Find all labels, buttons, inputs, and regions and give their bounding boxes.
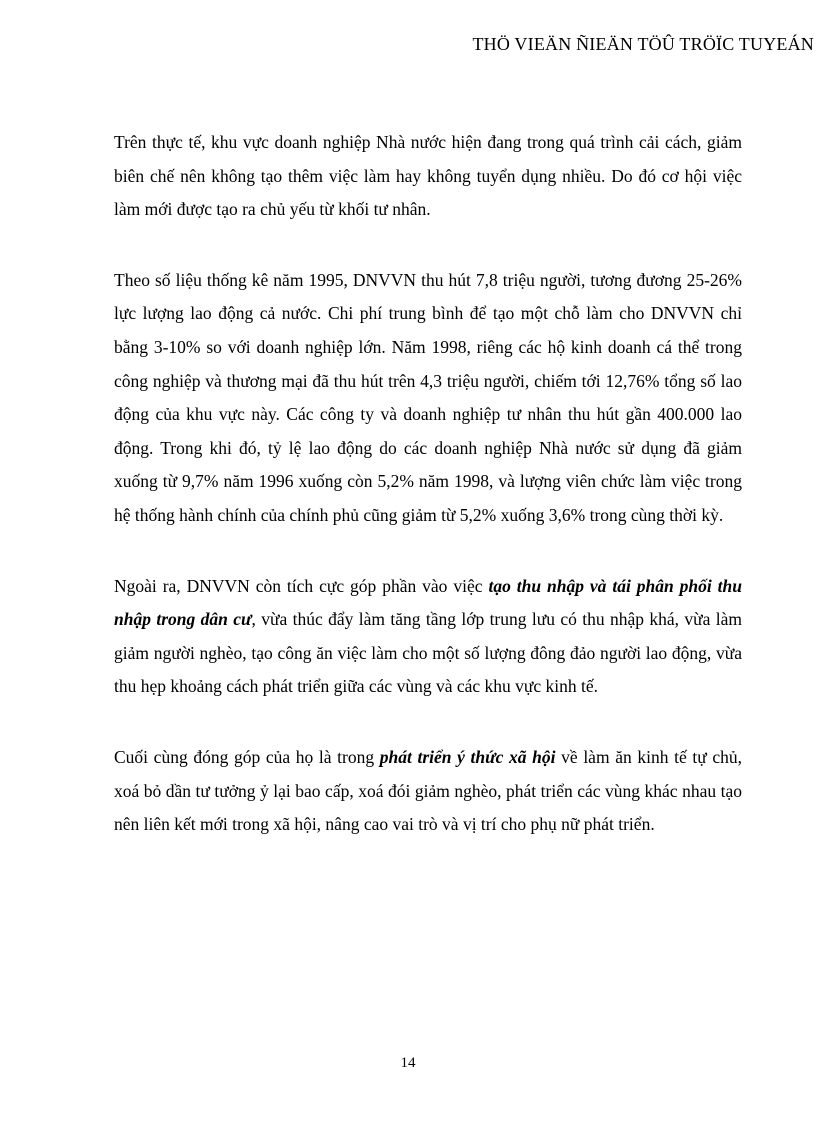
page-header: THÖ VIEÄN ÑIEÄN TÖÛ TRÖÏC TUYEÁN (472, 34, 814, 54)
paragraph-1-text: Trên thực tế, khu vực doanh nghiệp Nhà nước hiện đang trong quá trình cải cách, giảm biên chế nên không tạo thêm việc làm hay không tuyển dụng nhiều. Do đó cơ hội việc làm mới được tạo ra chủ yếu từ khối tư nhân. (114, 132, 742, 220)
page-number: 14 (400, 1055, 416, 1071)
paragraph-4 (114, 741, 742, 842)
paragraph-2-text: Theo số liệu thống kê năm 1995, DNVVN thu hút 7,8 triệu người, tương đương 25-26% lực lượng lao động cả nước. Chi phí trung bình để tạo một chỗ làm cho DNVVN chỉ bằng 3-10% so với doanh nghiệp lớn. Năm 1998, riêng các hộ kinh doanh cá thể trong công nghiệp và thương mại đã thu hút trên 4,3 triệu người, chiếm tới 12,76% tổng số lao động của khu vực này. Các công ty và doanh nghiệp tư nhân thu hút gần 400.000 lao động. Trong khi đó, tỷ lệ lao động do các doanh nghiệp Nhà nước sử dụng đã giảm xuống từ 9,7% năm 1996 xuống còn 5,2% năm 1998, và lượng viên chức làm việc trong hệ thống hành chính của chính phủ cũng giảm từ 5,2% xuống 3,6% trong cùng thời kỳ. (114, 269, 742, 525)
paragraph-2 (114, 264, 742, 533)
paragraph-3-emphasis: tạo thu nhập và tái phân phối thu nhập trong dân cư (114, 575, 742, 630)
paragraph-4-text-before: Cuối cùng đóng góp của họ là trong (114, 746, 380, 767)
paragraph-3-text-before: Ngoài ra, DNVVN còn tích cực góp phần vào việc (114, 575, 489, 596)
paragraph-4-text-after: về làm ăn kinh tế tự chủ, xoá bỏ dần tư tưởng ỷ lại bao cấp, xoá đói giảm nghèo, phát triển các vùng khác nhau tạo nên liên kết mới trong xã hội, nâng cao vai trò và vị trí cho phụ nữ phát triển. (114, 746, 742, 835)
paragraph-4-emphasis: phát triển ý thức xã hội (379, 746, 556, 767)
paragraph-3-text-after: , vừa thúc đẩy làm tăng tầng lớp trung lưu có thu nhập khá, vừa làm giảm người nghèo, tạo công ăn việc làm cho một số lượng đông đảo người lao động, vừa thu hẹp khoảng cách phát triển giữa các vùng và các khu vực kinh tế. (114, 609, 742, 697)
paragraph-1 (114, 126, 742, 227)
paragraph-3 (114, 570, 742, 704)
document-body (114, 126, 742, 879)
